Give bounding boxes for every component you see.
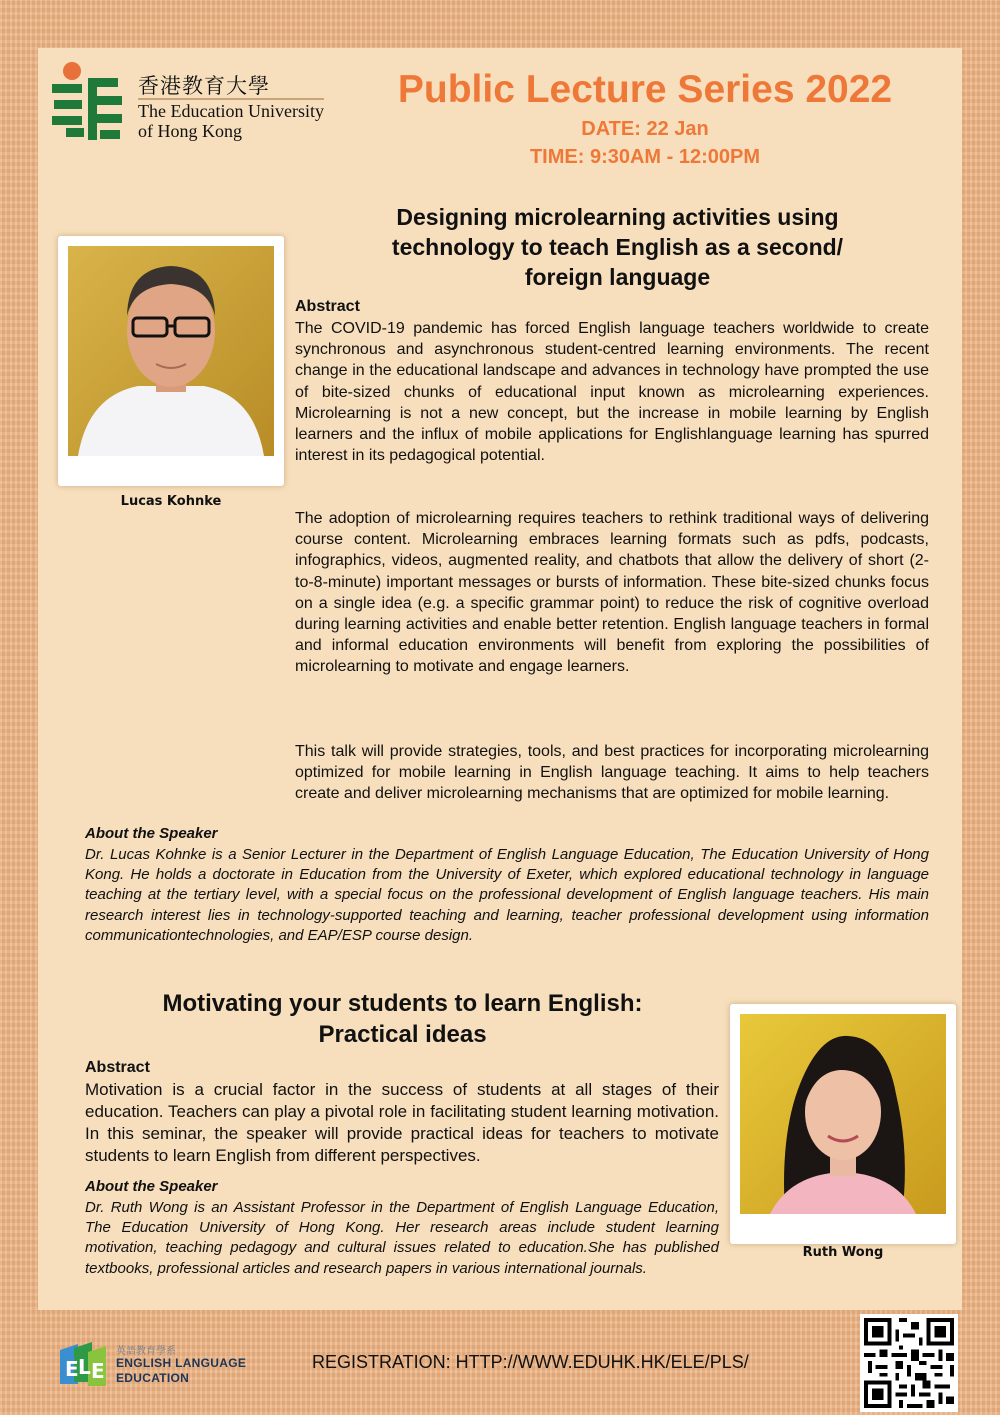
university-name-english-line2: of Hong Kong xyxy=(138,121,242,141)
ele-dept-name-line1: ENGLISH LANGUAGE xyxy=(116,1356,247,1370)
svg-text:E: E xyxy=(65,1357,79,1381)
talk1-title-line: foreign language xyxy=(524,264,711,290)
talk2-title-line: Motivating your students to learn English: xyxy=(162,990,643,1017)
university-name-english-line1: The Education University xyxy=(138,101,324,121)
talk2-abstract-text: Motivation is a crucial factor in the success of students at all stages of their education. Teachers can play a pivotal role in facilitating student learning motivation. In this seminar, the speaker will provide practical ideas for teachers to motivate students to learn English from different perspectives. xyxy=(85,1080,719,1165)
talk1-abstract-paragraph: This talk will provide strategies, tools, and best practices for incorporating microlearning optimized for mobile learning in English language teaching. It aims to help teachers create and deliver microlearning mechanisms that are optimized for mobile learning. xyxy=(295,743,929,803)
talk1-title xyxy=(330,202,905,292)
qr-code-icon[interactable] xyxy=(860,1314,958,1412)
talk1-abstract-paragraph: The COVID-19 pandemic has forced English language teachers worldwide to create synchronous and asynchronous student-centred learning environments. The recent change in the educational landscape and advances in technology have prompted the use of bite-sized chunks of educational input known as microlearning experiences. Microlearning is not a new concept, but the increase in mobile learning by English learners and the influx of mobile applications for Englishlanguage learning has spurred interest in its pedagogical potential. xyxy=(295,320,929,465)
talk2-about-heading: About the Speaker xyxy=(85,1178,218,1195)
university-name-chinese: 香港教育大學 xyxy=(138,74,270,98)
ele-department-logo xyxy=(60,1340,250,1388)
speaker1-photo xyxy=(58,236,284,486)
series-title: Public Lecture Series 2022 xyxy=(397,68,893,111)
registration-link[interactable]: REGISTRATION: HTTP://WWW.EDUHK.HK/ELE/PLS/ xyxy=(312,1352,749,1372)
talk2-abstract-heading: Abstract xyxy=(85,1059,150,1076)
eduhk-logo-icon xyxy=(52,60,124,140)
event-date: DATE: 22 Jan xyxy=(581,118,709,140)
speaker1-portrait-icon xyxy=(68,246,274,456)
talk1-abstract-paragraph: The adoption of microlearning requires teachers to rethink traditional ways of delivering course content. Microlearning embraces learning formats such as pdfs, podcasts, infographics, videos, augmented reality, and chatbots that allow the delivery of short (2-to-8-minute) important messages or bursts of information. These bite-sized chunks focus on a single idea (e.g. a specific grammar point) to reduce the risk of cognitive overload during learning activities and enable better retention. English language teachers in formal and informal education environments will benefit from exploring the possibilities of microlearning to motivate and engage learners. xyxy=(295,510,929,676)
speaker2-name: Ruth Wong xyxy=(802,1245,884,1260)
ele-logo-icon xyxy=(60,1340,108,1388)
ele-dept-name-chinese: 英語教育學系 xyxy=(116,1346,176,1357)
speaker2-photo xyxy=(730,1004,956,1244)
ele-dept-name-line2: EDUCATION xyxy=(116,1371,190,1385)
event-time: TIME: 9:30AM - 12:00PM xyxy=(529,146,761,168)
talk1-about-text: Dr. Lucas Kohnke is a Senior Lecturer in the Department of English Language Education, The Education University of Hong Kong. He holds a doctorate in Education from the University of Exeter, which explored educational technology in language teaching at the tertiary level, with a special focus on the professional development of English language teachers. His main research interest lies in technology-supported teaching and learning, teacher professional development using information communicationtechnologies, and EAP/ESP course design. xyxy=(85,846,929,944)
talk2-title-line: Practical ideas xyxy=(318,1021,487,1048)
talk2-title xyxy=(85,988,720,1050)
speaker2-portrait-icon xyxy=(740,1014,946,1214)
talk1-abstract-heading: Abstract xyxy=(295,298,360,315)
speaker1-name: Lucas Kohnke xyxy=(120,494,222,509)
svg-text:E: E xyxy=(91,1359,105,1383)
logo-divider xyxy=(138,98,324,100)
talk1-about-heading: About the Speaker xyxy=(85,825,218,842)
talk2-about-text: Dr. Ruth Wong is an Assistant Professor in the Department of English Language Education, The Education University of Hong Kong. Her research areas include student learning motivation, teaching pedagogy and cultural issues related to education.She has published textbooks, professional articles and research papers in various international journals. xyxy=(85,1199,719,1277)
talk1-title-line: Designing microlearning activities using xyxy=(396,204,839,230)
talk1-title-line: technology to teach English as a second/ xyxy=(391,234,844,260)
svg-text:L: L xyxy=(78,1355,91,1379)
